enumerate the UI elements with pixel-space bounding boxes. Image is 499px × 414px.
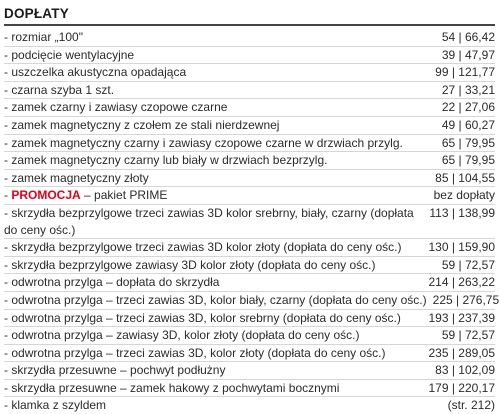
list-dash: -: [4, 292, 12, 307]
surcharge-label: [4, 29, 442, 46]
surcharge-label: [4, 380, 428, 397]
surcharge-description: odwrotna przylga – trzeci zawias 3D, kolor biały, czarny (dopłata do ceny ośc.): [11, 292, 427, 307]
surcharge-description: odwrotna przylga – zawiasy 3D, kolor złoty (dopłata do ceny ośc.): [11, 328, 360, 343]
surcharge-description: skrzydła bezprzylgowe trzeci zawias 3D kolor złoty (dopłata do ceny ośc.): [11, 240, 402, 255]
surcharge-description: uszczelka akustyczna opadająca: [11, 65, 187, 80]
list-dash: -: [4, 205, 12, 220]
surcharge-description: zamek magnetyczny złoty: [11, 170, 149, 185]
list-dash: -: [4, 398, 12, 413]
surcharge-row: [4, 187, 495, 205]
surcharge-label: [4, 99, 442, 116]
surcharge-label: [4, 47, 442, 64]
surcharge-label: [4, 170, 435, 187]
list-dash: -: [4, 188, 12, 203]
surcharge-row: [4, 292, 499, 310]
surcharge-row: [4, 64, 495, 82]
surcharge-price: 27 | 33,21: [441, 82, 495, 97]
surcharge-price: 65 | 79,95: [441, 135, 495, 150]
surcharge-label: [4, 310, 428, 327]
list-dash: -: [4, 30, 12, 44]
surcharge-row: [4, 152, 495, 170]
surcharge-price: 130 | 159,90: [428, 240, 495, 255]
surcharge-label: [4, 117, 442, 134]
surcharge-description: podcięcie wentylacyjne: [11, 47, 135, 62]
surcharge-label: [4, 362, 435, 379]
surcharge-label: [4, 152, 442, 169]
surcharge-description: zamek magnetyczny czarny lub biały w drzwiach bezprzylg.: [11, 153, 328, 168]
surcharge-description: zamek magnetyczny z czołem ze stali nierdzewnej: [11, 117, 280, 132]
surcharge-label: [4, 345, 428, 362]
list-dash: -: [4, 135, 12, 150]
surcharge-price: 22 | 27,06: [441, 100, 495, 115]
list-dash: -: [4, 170, 12, 185]
surcharge-price: bez dopłaty: [433, 188, 495, 203]
section-title: DOPŁATY: [4, 6, 69, 21]
list-dash: -: [4, 363, 12, 378]
promo-badge: PROMOCJA: [11, 188, 81, 203]
list-dash: -: [4, 257, 12, 272]
surcharge-price: (str. 212): [447, 398, 495, 413]
surcharge-price: 99 | 121,77: [435, 65, 495, 80]
list-dash: -: [4, 153, 12, 168]
surcharge-label: [4, 135, 442, 152]
surcharge-label: [4, 292, 433, 309]
surcharge-row: [4, 99, 495, 117]
surcharge-description: skrzydła przesuwne – pochwyt podłużny: [11, 363, 226, 378]
surcharge-price: 59 | 72,57: [441, 328, 495, 343]
surcharge-price: 54 | 66,42: [441, 30, 495, 44]
surcharge-row: [4, 327, 495, 345]
surcharge-row: [4, 205, 495, 239]
list-dash: -: [4, 380, 12, 395]
surcharge-price: 85 | 104,55: [435, 170, 495, 185]
surcharge-description: odwrotna przylga – dopłata do skrzydła: [11, 275, 220, 290]
surcharge-label: [4, 239, 428, 256]
surcharge-description: skrzydła bezprzylgowe zawiasy 3D kolor złoty (dopłata do ceny ośc.): [11, 257, 376, 272]
surcharge-price: 39 | 47,97: [441, 47, 495, 62]
surcharge-price: 83 | 102,09: [435, 363, 495, 378]
surcharge-list: [4, 29, 499, 414]
surcharge-price: 193 | 237,39: [428, 310, 495, 325]
surcharge-description: zamek magnetyczny czarny i zawiasy czopowe czarne w drzwiach przylg.: [11, 135, 403, 150]
surcharge-label: [4, 327, 442, 344]
surcharge-row: [4, 274, 495, 292]
list-dash: -: [4, 47, 12, 62]
surcharge-description: odwrotna przylga – trzeci zawias 3D, kolor srebrny (dopłata do ceny ośc.): [11, 310, 401, 325]
surcharge-description: odwrotna przylga – trzeci zawias 3D, kolor złoty (dopłata do ceny ośc.): [11, 345, 386, 360]
surcharge-row: [4, 170, 495, 188]
surcharge-price: 113 | 138,99: [429, 205, 495, 220]
surcharge-label: [4, 257, 442, 274]
surcharge-description: klamka z szyldem: [11, 398, 107, 413]
surcharge-row: [4, 257, 495, 275]
title-divider: [4, 24, 495, 26]
list-dash: -: [4, 117, 12, 132]
surcharge-description: rozmiar „100": [11, 30, 83, 44]
surcharge-label: [4, 187, 434, 204]
surcharge-price: 59 | 72,57: [441, 257, 495, 272]
surcharge-price: 235 | 289,05: [428, 345, 495, 360]
surcharge-price: 49 | 60,27: [441, 117, 495, 132]
surcharge-description: czarna szyba 1 szt.: [11, 82, 115, 97]
surcharge-price: 214 | 263,22: [428, 275, 495, 290]
surcharge-row: [4, 380, 495, 398]
surcharge-price: 65 | 79,95: [441, 153, 495, 168]
surcharge-row: [4, 362, 495, 380]
surcharge-description: zamek czarny i zawiasy czopowe czarne: [11, 100, 228, 115]
list-dash: -: [4, 328, 12, 343]
surcharge-row: [4, 47, 495, 65]
list-dash: -: [4, 310, 12, 325]
surcharge-label: [4, 274, 428, 291]
surcharge-description: skrzydła przesuwne – zamek hakowy z pochwytami bocznymi: [11, 380, 340, 395]
surcharge-row: [4, 29, 495, 47]
surcharge-row: [4, 82, 495, 100]
list-dash: -: [4, 82, 12, 97]
list-dash: -: [4, 100, 12, 115]
surcharge-description: skrzydła bezprzylgowe trzeci zawias 3D kolor srebrny, biały, czarny (dopłata do ceny ośc.): [4, 205, 414, 237]
surcharge-label: [4, 64, 435, 81]
surcharge-row: [4, 310, 495, 328]
list-dash: -: [4, 65, 12, 80]
surcharge-row: [4, 135, 495, 153]
surcharge-row: [4, 239, 495, 257]
list-dash: -: [4, 275, 12, 290]
list-dash: -: [4, 240, 12, 255]
surcharge-row: [4, 117, 495, 135]
list-dash: -: [4, 345, 12, 360]
surcharge-label: [4, 205, 429, 238]
surcharge-description: – pakiet PRIME: [80, 188, 168, 203]
surcharge-price: 225 | 276,75: [432, 292, 499, 307]
surcharge-price: 179 | 220,17: [428, 380, 495, 395]
surcharge-label: [4, 82, 442, 99]
surcharge-row: [4, 345, 495, 363]
